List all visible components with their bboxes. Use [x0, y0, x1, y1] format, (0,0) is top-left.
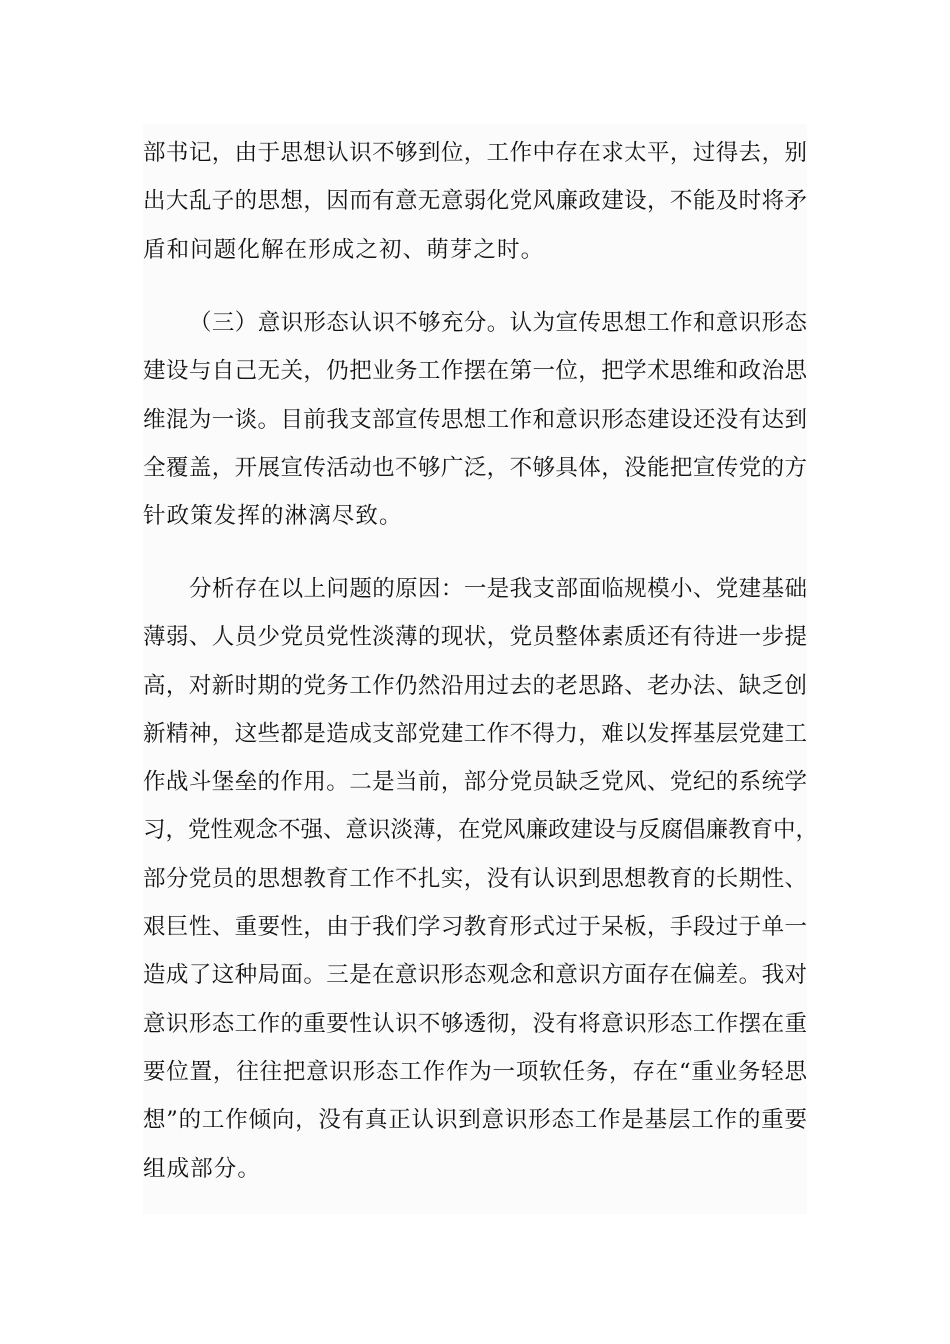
paragraph-line: 分析存在以上问题的原因：一是我支部面临规模小、党建基础 [189, 576, 807, 602]
paragraph-line: 艰巨性、重要性，由于我们学习教育形式过于呆板，手段过于单一 [143, 914, 807, 941]
paragraph-line: 盾和问题化解在形成之初、萌芽之时。 [143, 236, 545, 263]
paragraph-1 [143, 138, 807, 265]
document-body [143, 124, 819, 1214]
paragraph-line: 维混为一谈。目前我支部宣传思想工作和意识形态建设还没有达到 [143, 406, 807, 433]
paragraph-line: 建设与自己无关，仍把业务工作摆在第一位，把学术思维和政治思 [143, 358, 807, 385]
paragraph-line: 造成了这种局面。三是在意识形态观念和意识方面存在偏差。我对 [143, 962, 807, 989]
paragraph-line: 新精神，这些都是造成支部党建工作不得力，难以发挥基层党建工 [143, 720, 807, 747]
paragraph-line: 组成部分。 [143, 1155, 262, 1182]
paragraph-line: 针政策发挥的淋漓尽致。 [143, 503, 403, 530]
paragraph-line: 部书记，由于思想认识不够到位，工作中存在求太平，过得去，别 [143, 140, 807, 166]
paragraph-line: 薄弱、人员少党员党性淡薄的现状，党员整体素质还有待进一步提 [143, 624, 807, 651]
paragraph-line: 想”的工作倾向，没有真正认识到意识形态工作是基层工作的重要 [143, 1107, 807, 1134]
paragraph-line: 意识形态工作的重要性认识不够透彻，没有将意识形态工作摆在重 [143, 1010, 807, 1037]
paragraph-line: （三）意识形态认识不够充分。认为宣传思想工作和意识形态 [189, 310, 807, 336]
paragraph-2 [143, 308, 807, 531]
paragraph-line: 要位置，往往把意识形态工作作为一项软任务，存在“重业务轻思 [143, 1058, 807, 1085]
paragraph-line: 作战斗堡垒的作用。二是当前，部分党员缺乏党风、党纪的系统学 [143, 769, 807, 796]
paragraph-line: 全覆盖，开展宣传活动也不够广泛，不够具体，没能把宣传党的方 [143, 454, 807, 481]
paragraph-3 [143, 574, 819, 1184]
paragraph-line: 部分党员的思想教育工作不扎实，没有认识到思想教育的长期性、 [143, 865, 807, 892]
paragraph-line: 高，对新时期的党务工作仍然沿用过去的老思路、老办法、缺乏创 [143, 672, 807, 699]
paragraph-line: 出大乱子的思想，因而有意无意弱化党风廉政建设，不能及时将矛 [143, 188, 807, 215]
paragraph-line: 习，党性观念不强、意识淡薄，在党风廉政建设与反腐倡廉教育中， [143, 817, 819, 844]
